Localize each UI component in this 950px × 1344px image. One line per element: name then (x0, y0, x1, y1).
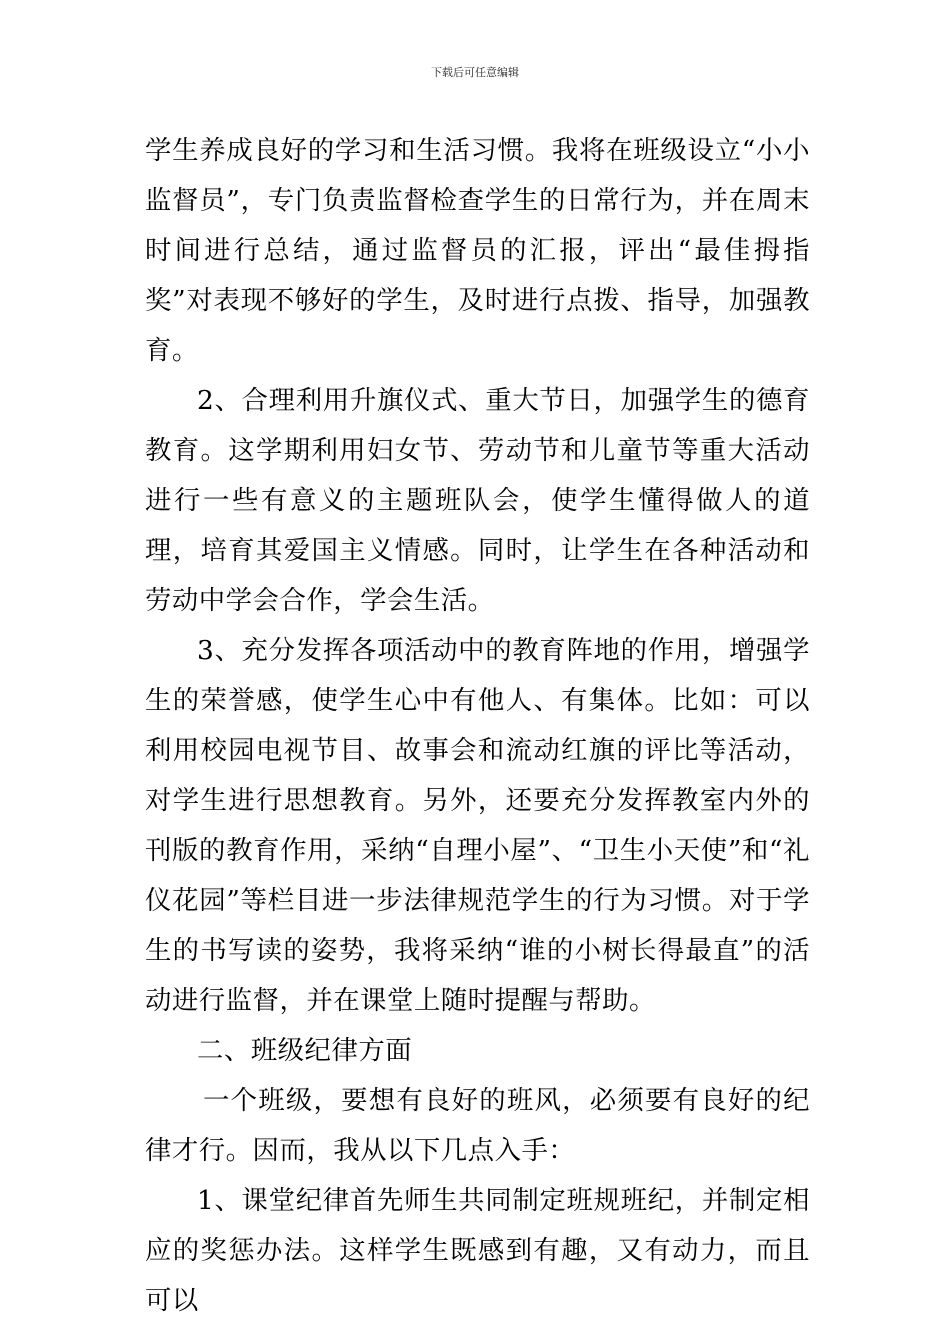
paragraph-item-3: 3、充分发挥各项活动中的教育阵地的作用，增强学生的荣誉感，使学生心中有他人、有集体。比如：可以利用校园电视节目、故事会和流动红旗的评比等活动，对学生进行思想教育。另外，还要充分发挥教室内外的刊版的教育作用，采纳“自理小屋”、“卫生小天使”和“礼仪花园”等栏目进一步法律规范学生的行为习惯。对于学生的书写读的姿势，我将采纳“谁的小树长得最直”的活动进行监督，并在课堂上随时提醒与帮助。 (145, 635, 810, 1016)
paragraph-intro: 一个班级，要想有良好的班风，必须要有良好的纪律才行。因而，我从以下几点入手： (145, 1085, 810, 1166)
paragraph-item-2: 2、合理利用升旗仪式、重大节日，加强学生的德育教育。这学期利用妇女节、劳动节和儿童节等重大活动进行一些有意义的主题班队会，使学生懂得做人的道理，培育其爱国主义情感。同时，让学生在各种活动和劳动中学会合作，学会生活。 (145, 385, 810, 616)
section-heading: 二、班级纪律方面 (197, 1035, 413, 1066)
paragraph-item-1: 1、课堂纪律首先师生共同制定班规班纪，并制定相应的奖惩办法。这样学生既感到有趣，又有动力，而且可以 (145, 1185, 810, 1316)
page-header: 下载后可任意编辑 (431, 66, 519, 79)
paragraph-continuation: 学生养成良好的学习和生活习惯。我将在班级设立“小小监督员”，专门负责监督检查学生的日常行为，并在周末时间进行总结，通过监督员的汇报，评出“最佳拇指奖”对表现不够好的学生，及时进行点拨、指导，加强教育。 (145, 135, 810, 366)
document-body (145, 126, 810, 1326)
